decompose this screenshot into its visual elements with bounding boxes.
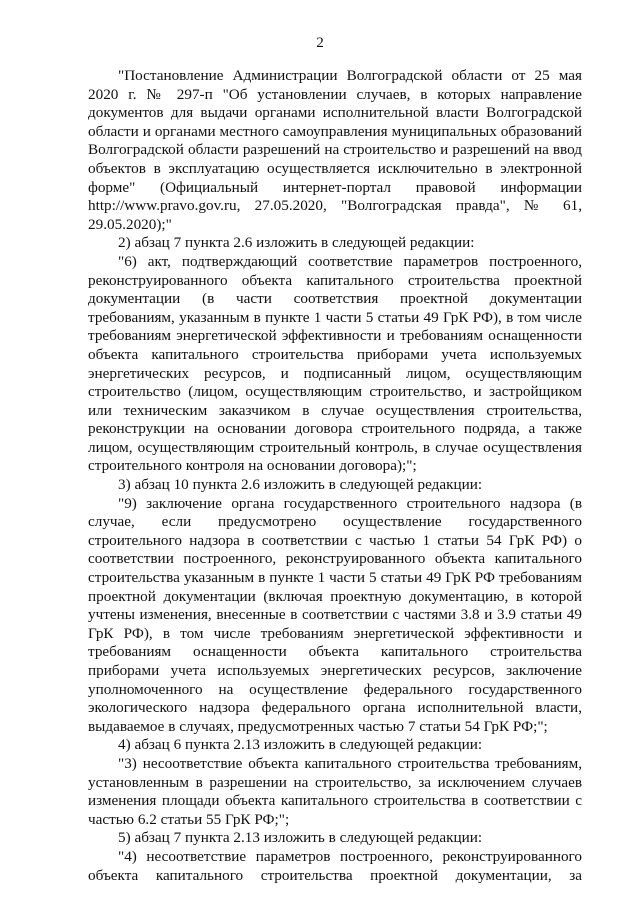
paragraph-item-4-heading: 4) абзац 6 пункта 2.13 изложить в следующей редакции: xyxy=(118,736,483,754)
paragraph-item-2-heading: 2) абзац 7 пункта 2.6 изложить в следующей редакции: xyxy=(118,234,475,252)
document-body xyxy=(88,67,582,885)
page-number: 2 xyxy=(316,34,324,51)
paragraph-item-6-act: "6) акт, подтверждающий соответствие параметров построенного, реконструированного объекта капитального строительства проектной документации (в части соответствия проектной документации требованиям, указанным в пункте 1 части 5 статьи 49 ГрК РФ), в том числе требованиям энергетической эффективности и требованиям оснащенности объекта капитального строительства приборами учета используемых энергетических ресурсов, и подписанный лицом, осуществляющим строительство (лицом, осуществляющим строительство, и застройщиком или техническим заказчиком в случае осуществления строительства, реконструкции на основании договора строительного подряда, а также лицом, осуществляющим строительный контроль, в случае осуществления строительного контроля на основании договора);"; xyxy=(88,252,582,475)
paragraph-item-4-nonconformity: "4) несоответствие параметров построенного, реконструированного объекта капитального строительства проектной документации, за xyxy=(88,847,582,884)
paragraph-item-9-conclusion: "9) заключение органа государственного строительного надзора (в случае, если предусмотрено осуществление государственного строительного надзора в соответствии с частью 1 статьи 54 ГрК РФ) о соответствии построенного, реконструированного объекта капитального строительства указанным в пункте 1 части 5 статьи 49 ГрК РФ требованиям проектной документации (включая проектную документацию, в которой учтены изменения, внесенные в соответствии с частями 3.8 и 3.9 статьи 49 ГрК РФ), в том числе требованиям энергетической эффективности и требованиям оснащенности объекта капитального строительства приборами учета используемых энергетических ресурсов, заключение уполномоченного на осуществление федерального государственного экологического надзора федерального органа исполнительной власти, выдаваемое в случаях, предусмотренных частью 7 статьи 54 ГрК РФ;"; xyxy=(88,494,582,735)
paragraph-item-3-nonconformity: "3) несоответствие объекта капитального строительства требованиям, установленным в разрешении на строительство, за исключением случаев изменения площади объекта капитального строительства в соответствии с частью 6.2 статьи 55 ГрК РФ;"; xyxy=(88,754,582,828)
paragraph-resolution-citation: "Постановление Администрации Волгоградской области от 25 мая 2020 г. № 297-п "Об установлении случаев, в которых направление документов для выдачи органами исполнительной власти Волгоградской области и органами местного самоуправления муниципальных образований Волгоградской области разрешений на строительство и разрешений на ввод объектов в эксплуатацию осуществляется исключительно в электронной форме" (Официальный интернет-портал правовой информации http://www.pravo.gov.ru, 27.05.2020, "Волгоградская правда", № 61, 29.05.2020);" xyxy=(88,67,582,233)
paragraph-item-5-heading: 5) абзац 7 пункта 2.13 изложить в следующей редакции: xyxy=(118,829,483,847)
paragraph-item-3-heading: 3) абзац 10 пункта 2.6 изложить в следующей редакции: xyxy=(118,476,483,494)
